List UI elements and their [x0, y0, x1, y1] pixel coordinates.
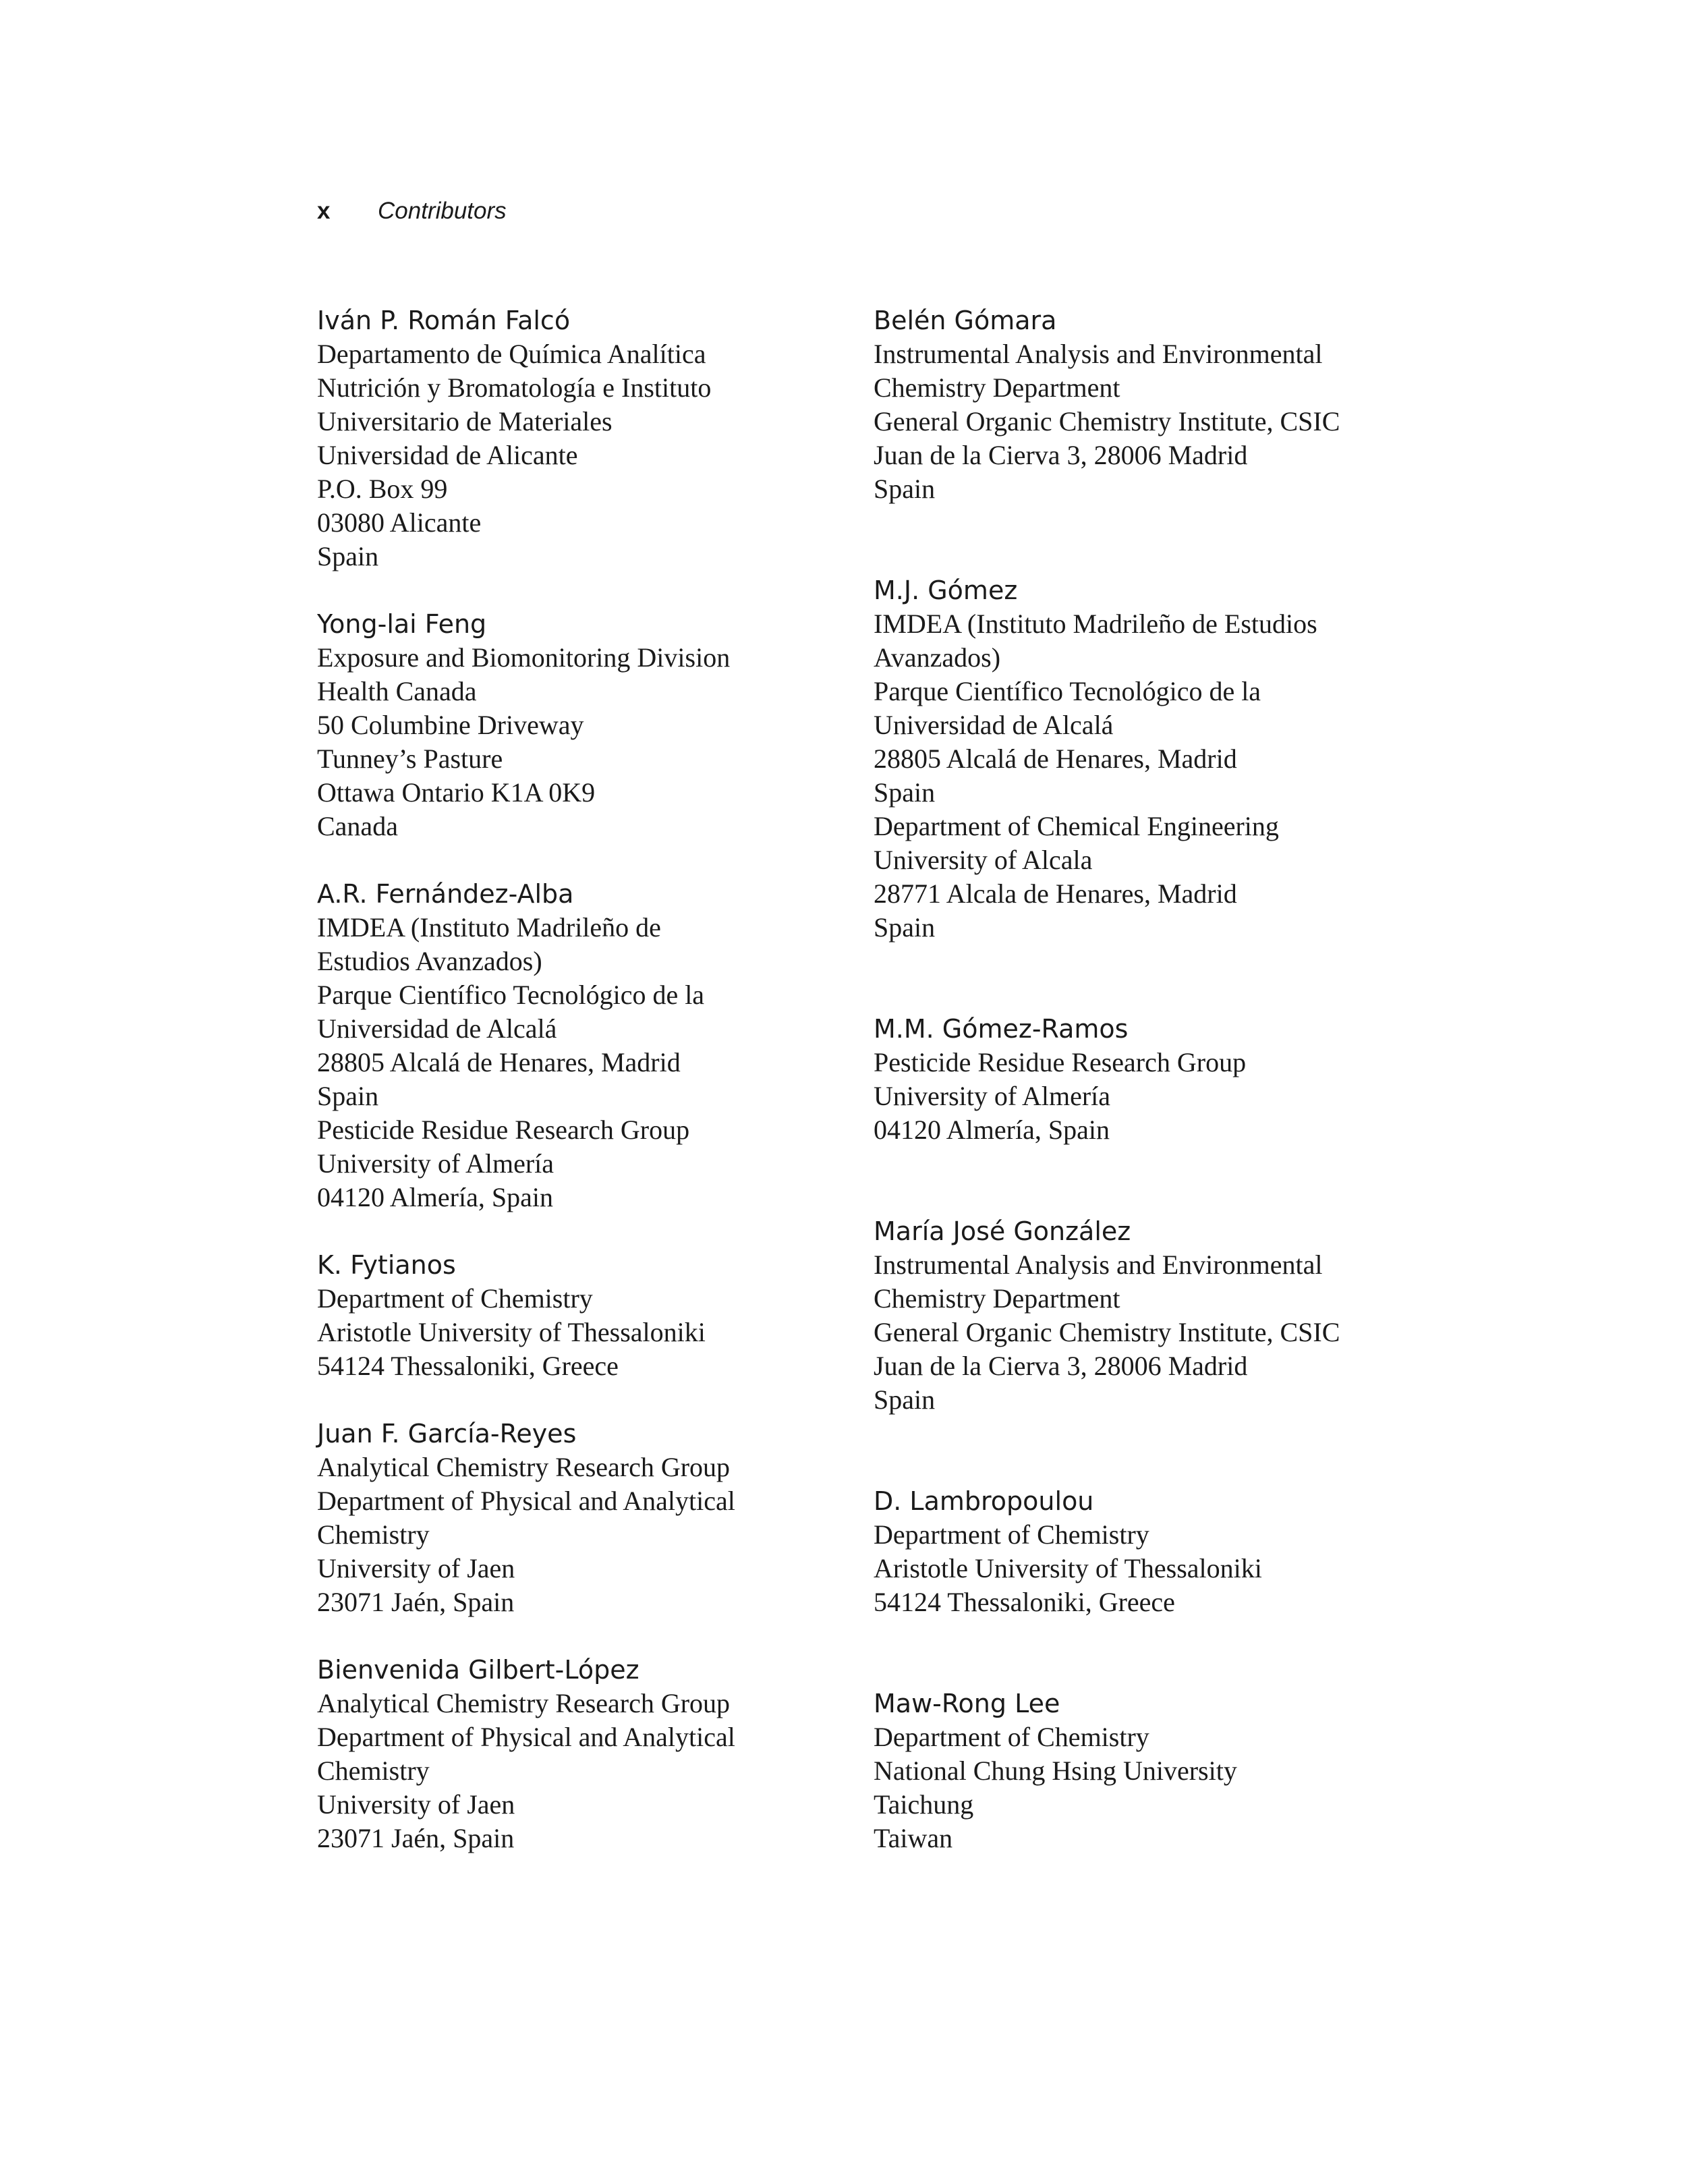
contributor-name: Yong-lai Feng [317, 609, 487, 639]
contributor-name: M.J. Gómez [874, 575, 1018, 605]
affiliation-line: Spain [874, 912, 936, 943]
affiliation-line: Juan de la Cierva 3, 28006 Madrid [874, 1351, 1248, 1381]
affiliation-line: Department of Chemistry [874, 1519, 1149, 1550]
affiliation-line: University of Almería [874, 1081, 1111, 1111]
contributor-entry [874, 1012, 1359, 1147]
affiliation-line: Universidad de Alicante [317, 440, 578, 470]
affiliation-line: Chemistry Department [874, 1283, 1120, 1314]
affiliation-line: 04120 Almería, Spain [874, 1115, 1110, 1145]
contributor-entry [874, 1687, 1359, 1855]
affiliation-line: National Chung Hsing University [874, 1755, 1237, 1786]
affiliation-line: 04120 Almería, Spain [317, 1182, 553, 1212]
contributor-name: A.R. Fernández-Alba [317, 879, 574, 909]
contributor-entry [317, 304, 803, 573]
affiliation-line: Spain [317, 1081, 379, 1111]
affiliation-line: Department of Chemistry [874, 1722, 1149, 1752]
page-number: x [317, 198, 331, 224]
affiliation-line: IMDEA (Instituto Madrileño de Estudios [874, 609, 1317, 639]
contributor-entry [874, 1484, 1359, 1619]
affiliation-line: Spain [874, 777, 936, 808]
affiliation-line: Ottawa Ontario K1A 0K9 [317, 777, 596, 808]
running-title: Contributors [378, 198, 507, 224]
affiliation-line: Spain [317, 541, 379, 571]
affiliation-line: 28771 Alcala de Henares, Madrid [874, 878, 1237, 909]
affiliation-line: General Organic Chemistry Institute, CSIC [874, 406, 1340, 437]
affiliation-line: Parque Científico Tecnológico de la [317, 980, 705, 1010]
affiliation-line: Avanzados) [874, 642, 1001, 673]
affiliation-line: Health Canada [317, 676, 477, 706]
running-header [317, 196, 507, 227]
affiliation-line: Chemistry [317, 1755, 430, 1786]
affiliation-line: 23071 Jaén, Spain [317, 1823, 515, 1853]
affiliation-line: IMDEA (Instituto Madrileño de [317, 912, 661, 943]
affiliation-line: Pesticide Residue Research Group [874, 1047, 1247, 1077]
affiliation-line: Taichung [874, 1789, 974, 1820]
affiliation-line: Instrumental Analysis and Environmental [874, 1249, 1323, 1280]
affiliation-line: Analytical Chemistry Research Group [317, 1452, 731, 1482]
affiliation-line: Canada [317, 811, 398, 841]
affiliation-line: Parque Científico Tecnológico de la [874, 676, 1261, 706]
affiliation-line: Departamento de Química Analítica [317, 339, 706, 369]
contributor-entry [874, 573, 1359, 945]
affiliation-line: 28805 Alcalá de Henares, Madrid [874, 743, 1237, 774]
contributor-entry [317, 877, 803, 1214]
affiliation-line: University of Jaen [317, 1789, 515, 1820]
contributor-entry [874, 304, 1359, 506]
affiliation-line: Chemistry Department [874, 372, 1120, 403]
affiliation-line: Chemistry [317, 1519, 430, 1550]
affiliation-line: Nutrición y Bromatología e Instituto [317, 372, 712, 403]
affiliation-line: 03080 Alicante [317, 507, 482, 538]
affiliation-line: Universidad de Alcalá [874, 710, 1114, 740]
affiliation-line: Department of Physical and Analytical [317, 1486, 735, 1516]
affiliation-line: University of Alcala [874, 845, 1093, 875]
affiliation-line: General Organic Chemistry Institute, CSIC [874, 1317, 1340, 1347]
contributor-name: Maw-Rong Lee [874, 1689, 1060, 1718]
contributor-entry [317, 1417, 803, 1619]
contributor-name: Bienvenida Gilbert-López [317, 1655, 639, 1685]
contributor-entry [317, 1653, 803, 1855]
contributor-name: K. Fytianos [317, 1250, 456, 1280]
affiliation-line: 50 Columbine Driveway [317, 710, 584, 740]
affiliation-line: Estudios Avanzados) [317, 946, 542, 976]
affiliation-line: 54124 Thessaloniki, Greece [317, 1351, 619, 1381]
affiliation-line: Taiwan [874, 1823, 953, 1853]
affiliation-line: P.O. Box 99 [317, 474, 448, 504]
contributor-name: Juan F. García-Reyes [317, 1419, 577, 1449]
affiliation-line: Universidad de Alcalá [317, 1013, 557, 1044]
contributor-name: D. Lambropoulou [874, 1486, 1094, 1516]
affiliation-line: Spain [874, 1384, 936, 1415]
affiliation-line: 23071 Jaén, Spain [317, 1587, 515, 1617]
affiliation-line: Pesticide Residue Research Group [317, 1115, 690, 1145]
affiliation-line: Instrumental Analysis and Environmental [874, 339, 1323, 369]
contributor-entry [317, 607, 803, 843]
contributor-name: Belén Gómara [874, 306, 1057, 335]
affiliation-line: Universitario de Materiales [317, 406, 613, 437]
affiliation-line: Department of Physical and Analytical [317, 1722, 735, 1752]
contributors-column-right [874, 304, 1359, 1889]
contributor-name: María José González [874, 1216, 1131, 1246]
affiliation-line: Department of Chemical Engineering [874, 811, 1279, 841]
contributor-name: Iván P. Román Falcó [317, 306, 571, 335]
contributor-entry [874, 1214, 1359, 1417]
affiliation-line: 28805 Alcalá de Henares, Madrid [317, 1047, 681, 1077]
affiliation-line: Exposure and Biomonitoring Division [317, 642, 731, 673]
contributor-name: M.M. Gómez-Ramos [874, 1014, 1129, 1044]
contributors-column-left [317, 304, 803, 1889]
affiliation-line: Spain [874, 474, 936, 504]
affiliation-line: Juan de la Cierva 3, 28006 Madrid [874, 440, 1248, 470]
affiliation-line: University of Jaen [317, 1553, 515, 1583]
affiliation-line: University of Almería [317, 1148, 554, 1179]
affiliation-line: Aristotle University of Thessaloniki [874, 1553, 1262, 1583]
affiliation-line: Department of Chemistry [317, 1283, 593, 1314]
contributor-entry [317, 1248, 803, 1383]
affiliation-line: Tunney’s Pasture [317, 743, 503, 774]
affiliation-line: Aristotle University of Thessaloniki [317, 1317, 706, 1347]
affiliation-line: Analytical Chemistry Research Group [317, 1688, 731, 1718]
affiliation-line: 54124 Thessaloniki, Greece [874, 1587, 1175, 1617]
